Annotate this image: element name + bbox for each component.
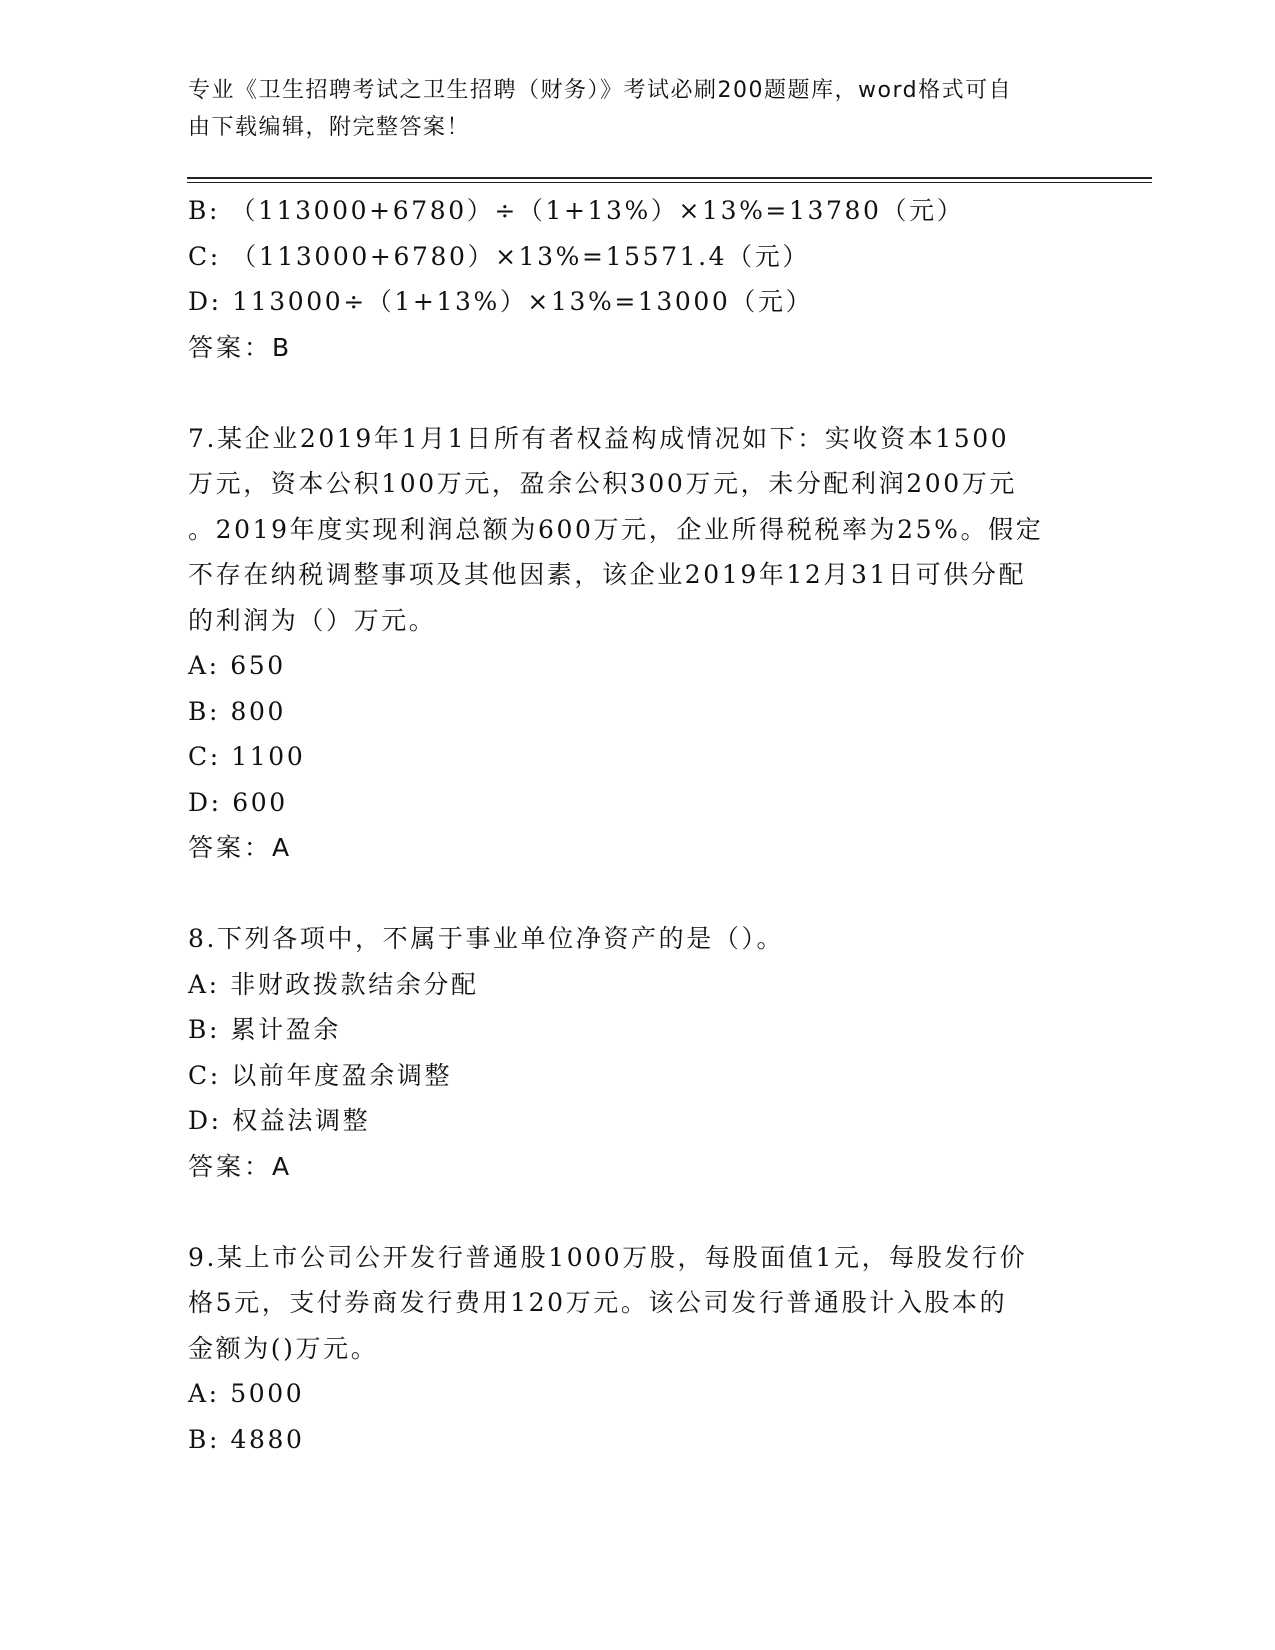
header-divider-thick — [187, 177, 1152, 179]
question-text-line: 8.下列各项中，不属于事业单位净资产的是（）。 — [188, 924, 785, 953]
question-text-line: 。2019年度实现利润总额为600万元，企业所得税税率为25%。假定 — [188, 514, 1044, 544]
option-b: B: 800 — [188, 696, 287, 726]
answer-line: 答案：B — [188, 332, 293, 362]
header-line-2: 由下载编辑，附完整答案！ — [188, 115, 471, 140]
answer-line: 答案：A — [188, 833, 293, 862]
question-text-line: 9.某上市公司公开发行普通股1000万股，每股面值1元，每股发行价 — [188, 1242, 1028, 1272]
question-text-line: 不存在纳税调整事项及其他因素，该企业2019年12月31日可供分配 — [188, 560, 1027, 589]
option-d: D: 600 — [188, 787, 288, 817]
question-9 — [188, 1235, 1088, 1463]
option-a: A: 5000 — [188, 1379, 305, 1408]
header-line-1: 专业《卫生招聘考试之卫生招聘（财务）》考试必刷200题题库，word格式可自 — [188, 78, 1013, 103]
option-b: B: 4880 — [188, 1424, 305, 1454]
option-a: A: 650 — [188, 651, 286, 680]
option-d: D: 权益法调整 — [188, 1106, 371, 1135]
option-d: D: 113000÷（1+13%）×13%=13000（元） — [188, 287, 814, 316]
question-content — [188, 188, 1088, 1462]
option-c: C: 1100 — [188, 742, 306, 771]
question-text-line: 金额为()万元。 — [188, 1333, 379, 1363]
option-a: A: 非财政拨款结余分配 — [188, 969, 479, 999]
option-c: C: （113000+6780）×13%=15571.4（元） — [188, 241, 810, 271]
answer-line: 答案：A — [188, 1151, 293, 1181]
spacer — [188, 370, 1088, 416]
spacer — [188, 871, 1088, 917]
question-text-line: 万元，资本公积100万元，盈余公积300万元，未分配利润200万元 — [188, 469, 1017, 498]
header-divider-thin — [187, 182, 1152, 183]
page-header — [188, 72, 1068, 146]
question-text-line: 格5元，支付券商发行费用120万元。该公司发行普通股计入股本的 — [188, 1288, 1008, 1317]
question-text-line: 的利润为（）万元。 — [188, 605, 437, 635]
option-b: B: 累计盈余 — [188, 1015, 341, 1044]
question-text-line: 7.某企业2019年1月1日所有者权益构成情况如下：实收资本1500 — [188, 423, 1010, 453]
question-8 — [188, 916, 1088, 1189]
question-7 — [188, 416, 1088, 871]
option-c: C: 以前年度盈余调整 — [188, 1060, 453, 1090]
option-b: B: （113000+6780）÷（1+13%）×13%=13780（元） — [188, 196, 965, 225]
spacer — [188, 1189, 1088, 1235]
